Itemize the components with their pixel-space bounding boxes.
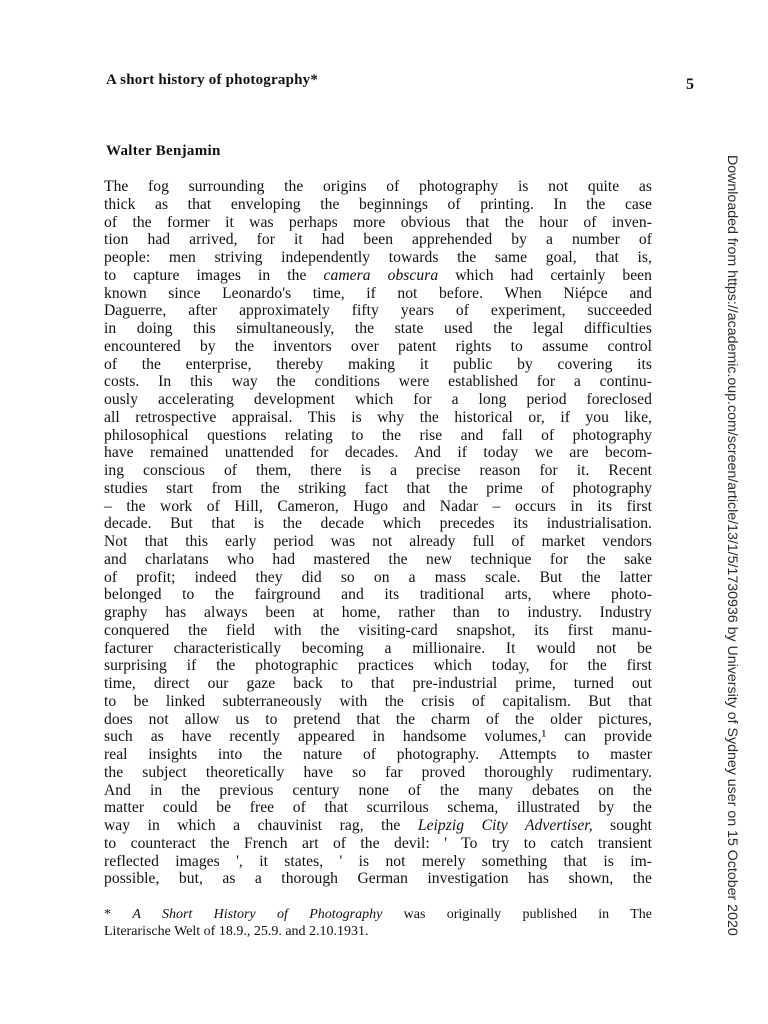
text-line: [104, 817, 652, 835]
text-line: graphy has always been at home, rather than to industry. Industry: [104, 604, 652, 621]
article-body: [104, 178, 652, 888]
footnote-title: A Short History of Photography: [132, 907, 383, 922]
text-line: encountered by the inventors over patent rights to assume control: [104, 337, 652, 355]
text-line: studies start from the striking fact that the prime of photography: [104, 479, 652, 497]
download-watermark: Downloaded from https://academic.oup.com/screen/article/13/1/5/1730936 by University of Sydney user on 15 October 2020: [724, 155, 740, 936]
text-fragment: to capture images in the: [104, 266, 307, 284]
text-line: and charlatans who had mastered the new technique for the sake: [104, 550, 652, 568]
text-line: does not allow us to pretend that the charm of the older pictures,: [104, 710, 652, 728]
text-line: people: men striving independently towards the same goal, that is,: [104, 249, 652, 266]
footnote-line: [104, 906, 652, 923]
text-line: tion had arrived, for it had been apprehended by a number of: [104, 231, 652, 249]
text-line: of the enterprise, thereby making it public by covering its: [104, 355, 652, 373]
text-line: The fog surrounding the origins of photography is not quite as: [104, 178, 652, 195]
italic-title: Leipzig City Advertiser,: [417, 817, 593, 834]
text-line: of the former it was perhaps more obvious that the hour of inven-: [104, 213, 652, 231]
text-line: the subject theoretically have so far proved thoroughly rudimentary.: [104, 763, 652, 781]
text-line: – the work of Hill, Cameron, Hugo and Nadar – occurs in its first: [104, 497, 652, 515]
text-line: known since Leonardo's time, if not before. When Niépce and: [104, 284, 652, 302]
text-line: all retrospective appraisal. This is why the historical or, if you like,: [104, 408, 652, 426]
text-line: conquered the field with the visiting-card snapshot, its first manu-: [104, 621, 652, 639]
page-number: 5: [686, 76, 694, 93]
text-line: surprising if the photographic practices which today, for the first: [104, 657, 652, 675]
text-line: have remained unattended for decades. And if today we are becom-: [104, 444, 652, 462]
text-line: real insights into the nature of photography. Attempts to master: [104, 746, 652, 763]
text-line: Not that this early period was not already full of market vendors: [104, 533, 652, 550]
text-line: such as have recently appeared in handsome volumes,¹ can provide: [104, 728, 652, 746]
footnote-text: was originally published in The: [403, 907, 653, 922]
text-line: decade. But that is the decade which precedes its industrialisation.: [104, 515, 652, 533]
text-line: matter could be free of that scurrilous schema, illustrated by the: [104, 799, 652, 817]
running-title: A short history of photography*: [106, 72, 319, 88]
author-name: Walter Benjamin: [106, 143, 221, 159]
footnote-line: Literarische Welt of 18.9., 25.9. and 2.10.1931.: [104, 924, 369, 939]
text-line: thick as that enveloping the beginnings of printing. In the case: [104, 195, 652, 213]
text-line: to counteract the French art of the devil: ' To try to catch transient: [104, 834, 652, 852]
text-fragment: way in which a chauvinist rag, the: [104, 817, 401, 834]
text-line: costs. In this way the conditions were established for a continu-: [104, 373, 652, 391]
text-line: of profit; indeed they did so on a mass scale. But the latter: [104, 568, 652, 586]
italic-term: camera obscura: [323, 266, 439, 284]
text-line: time, direct our gaze back to that pre-industrial prime, turned out: [104, 675, 652, 692]
text-line: facturer characteristically becoming a millionaire. It would not be: [104, 639, 652, 657]
text-line: belonged to the fairground and its traditional arts, where photo-: [104, 586, 652, 604]
text-fragment: sought: [610, 817, 653, 834]
text-line: possible, but, as a thorough German investigation has shown, the: [104, 870, 652, 888]
text-line: [104, 267, 652, 285]
text-line: And in the previous century none of the many debates on the: [104, 781, 652, 799]
text-line: in doing this simultaneously, the state used the legal difficulties: [104, 320, 652, 337]
text-fragment: which had certainly been: [455, 266, 652, 284]
text-line: Daguerre, after approximately fifty years of experiment, succeeded: [104, 302, 652, 320]
footnote-marker: *: [104, 907, 111, 922]
text-line: to be linked subterraneously with the crisis of capitalism. But that: [104, 692, 652, 710]
footnote: [104, 906, 652, 940]
text-line: philosophical questions relating to the rise and fall of photography: [104, 426, 652, 444]
text-line: reflected images ', it states, ' is not merely something that is im-: [104, 852, 652, 870]
text-line: ously accelerating development which for a long period foreclosed: [104, 391, 652, 408]
text-line: ing conscious of them, there is a precise reason for it. Recent: [104, 462, 652, 479]
